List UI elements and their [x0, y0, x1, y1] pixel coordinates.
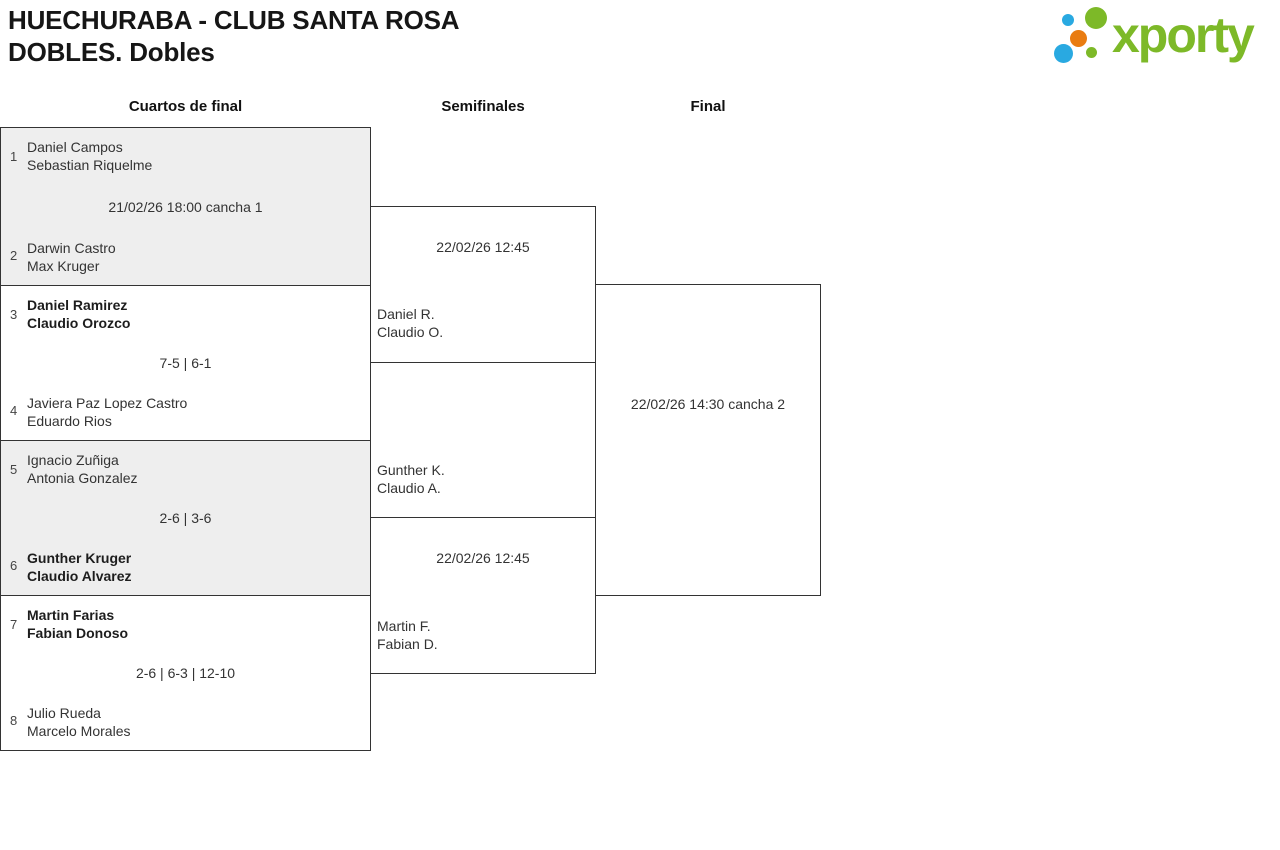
sf1-slot-bottom-team [377, 305, 443, 341]
seed-number: 6 [10, 558, 18, 573]
player-name: Daniel Ramirez [27, 297, 128, 313]
player-name: Ignacio Zuñiga [27, 452, 119, 468]
qf-match-2 [0, 285, 371, 441]
player-name: Martin Farias [27, 607, 115, 623]
match-score: 2-6 | 3-6 [159, 510, 212, 526]
logo-dot-blue-small [1062, 14, 1074, 26]
player-name: Fabian Donoso [27, 625, 129, 641]
player-short-name: Fabian D. [377, 636, 438, 652]
qf1-team-top [27, 138, 152, 174]
logo-dot-green-small [1086, 47, 1097, 58]
logo-dot-green-large [1085, 7, 1107, 29]
player-name: Marcelo Morales [27, 723, 131, 739]
player-short-name: Claudio O. [377, 324, 444, 340]
player-short-name: Claudio A. [377, 480, 441, 496]
sf2-slot-top-team [377, 461, 445, 497]
qf-match-1 [0, 127, 371, 286]
page-header [8, 4, 459, 68]
player-short-name: Martin F. [377, 618, 431, 634]
match-schedule: 22/02/26 12:45 [436, 239, 530, 255]
match-schedule: 22/02/26 12:45 [436, 550, 530, 566]
seed-number: 1 [10, 149, 18, 164]
qf-match-3 [0, 440, 371, 596]
player-name: Eduardo Rios [27, 413, 112, 429]
match-score: 7-5 | 6-1 [159, 355, 212, 371]
seed-number: 8 [10, 713, 18, 728]
qf-match-4 [0, 595, 371, 751]
qf3-team-top [27, 451, 138, 487]
player-name: Daniel Campos [27, 139, 123, 155]
player-name: Max Kruger [27, 258, 100, 274]
player-name: Darwin Castro [27, 240, 116, 256]
player-name: Javiera Paz Lopez Castro [27, 395, 188, 411]
qf4-team-top [27, 606, 128, 642]
tournament-title: HUECHURABA - CLUB SANTA ROSA [8, 5, 460, 35]
player-name: Antonia Gonzalez [27, 470, 138, 486]
round-header-final: Final [690, 98, 726, 115]
final-match [595, 284, 821, 596]
seed-number: 3 [10, 307, 18, 322]
seed-number: 4 [10, 403, 18, 418]
seed-number: 2 [10, 248, 18, 263]
player-name: Claudio Orozco [27, 315, 131, 331]
logo-wordmark: xporty [1112, 7, 1253, 63]
match-schedule: 22/02/26 14:30 cancha 2 [630, 396, 786, 412]
logo-dot-blue-large [1054, 44, 1073, 63]
player-name: Julio Rueda [27, 705, 101, 721]
qf3-team-bottom [27, 549, 132, 585]
logo-dot-orange [1070, 30, 1087, 47]
round-header-cuartos: Cuartos de final [128, 98, 243, 115]
seed-number: 7 [10, 617, 18, 632]
seed-number: 5 [10, 462, 18, 477]
qf1-team-bottom [27, 239, 116, 275]
qf2-team-bottom [27, 394, 187, 430]
category-subtitle: DOBLES. Dobles [8, 37, 215, 67]
player-short-name: Daniel R. [377, 306, 435, 322]
player-name: Claudio Alvarez [27, 568, 132, 584]
player-name: Sebastian Riquelme [27, 157, 153, 173]
match-schedule: 21/02/26 18:00 cancha 1 [108, 198, 263, 215]
round-header-semifinales: Semifinales [441, 98, 525, 115]
sf2-slot-bottom-team [377, 617, 438, 653]
player-short-name: Gunther K. [377, 462, 445, 478]
player-name: Gunther Kruger [27, 550, 132, 566]
qf4-team-bottom [27, 704, 130, 740]
match-score: 2-6 | 6-3 | 12-10 [135, 665, 236, 681]
qf2-team-top [27, 296, 130, 332]
